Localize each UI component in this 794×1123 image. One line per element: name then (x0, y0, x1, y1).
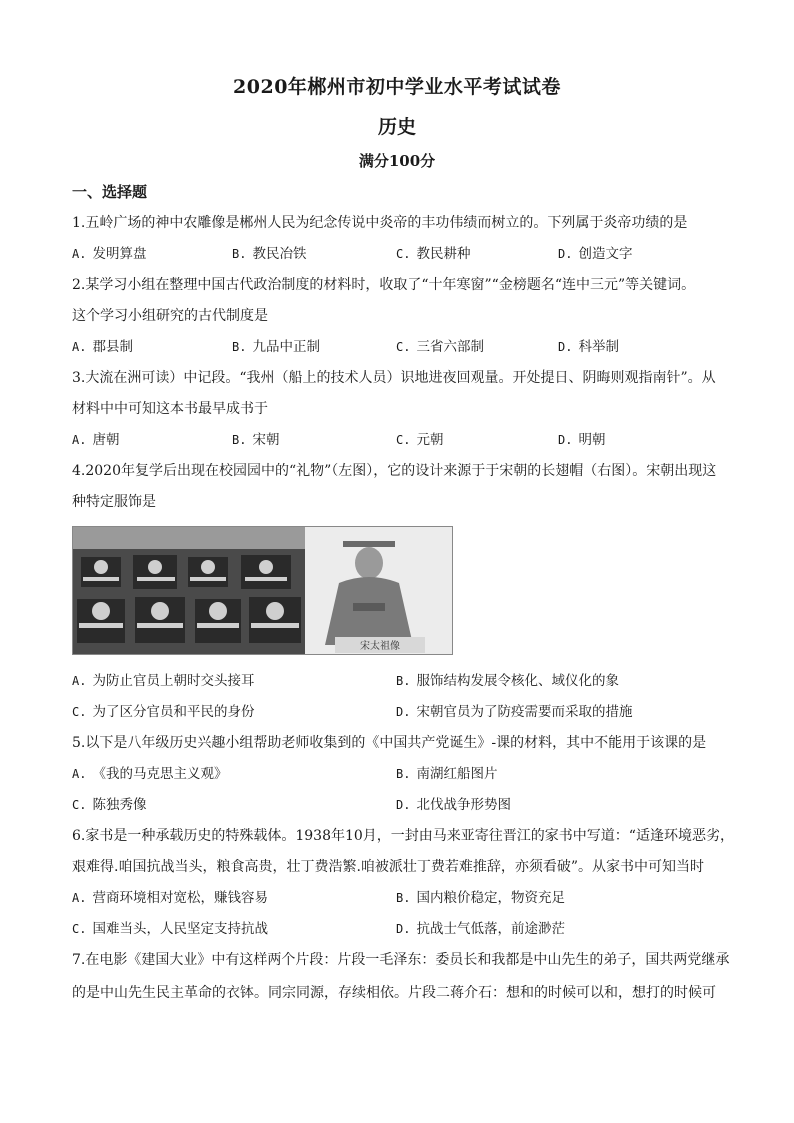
question-6-option-b: B. 国内粮价稳定，物资充足 (396, 890, 565, 906)
section-heading: 一、选择题 (72, 183, 148, 201)
question-5-option-a: A. 《我的马克思主义观》 (72, 766, 228, 782)
question-3-text-cont: 材料中中可知这本书最早成书于 (72, 401, 268, 417)
question-4-option-d: D. 宋朝官员为了防疫需要而采取的措施 (396, 704, 633, 720)
question-5-option-c: C. 陈独秀像 (72, 797, 147, 813)
question-4-option-c: C. 为了区分官员和平民的身份 (72, 704, 255, 720)
exam-title: 2020年郴州市初中学业水平考试试卷 (233, 76, 561, 98)
question-2-option-b: B. 九品中正制 (232, 339, 320, 355)
question-7-text: 7.在电影《建国大业》中有这样两个片段：片段一毛泽东：委员长和我都是中山先生的弟子，国共两党继承 (72, 952, 730, 968)
question-4-photo-pair (73, 527, 452, 654)
question-6-option-d: D. 抗战士气低落，前途渺茫 (396, 921, 565, 937)
question-2-text-cont: 这个学习小组研究的古代制度是 (72, 308, 268, 324)
question-5-text: 5.以下是八年级历史兴趣小组帮助老师收集到的《中国共产党诞生》-课的材料，其中不能用于该课的是 (72, 735, 707, 751)
question-5-option-d: D. 北伐战争形势图 (396, 797, 511, 813)
question-4-option-a: A. 为防止官员上朝时交头接耳 (72, 673, 255, 689)
question-2-option-a: A. 郡县制 (72, 339, 133, 355)
question-5-option-b: B. 南湖红船图片 (396, 766, 498, 782)
full-score-label: 满分100分 (358, 152, 436, 170)
question-6-option-c: C. 国难当头，人民坚定支持抗战 (72, 921, 268, 937)
question-1-option-b: B. 教民冶铁 (232, 246, 307, 262)
question-3-option-d: D. 明朝 (558, 432, 606, 448)
question-2-option-d: D. 科举制 (558, 339, 619, 355)
question-6-text: 6.家书是一种承载历史的特殊载体。1938年10月，一封由马来亚寄往晋江的家书中写道：“适逢环境恶劣， (72, 828, 734, 844)
question-4-option-b: B. 服饰结构发展令核化、域仪化的象 (396, 673, 619, 689)
question-2-text: 2.某学习小组在整理中国古代政治制度的材料时，收取了“十年寒窗”“金榜题名“连中三元”等关键词。 (72, 277, 696, 293)
question-3-option-a: A. 唐朝 (72, 432, 120, 448)
question-6-option-a: A. 营商环境相对宽松，赚钱容易 (72, 890, 268, 906)
question-4-text-cont: 种特定服饰是 (72, 494, 156, 510)
question-3-text: 3.大流在洲可读）中记段。“我州（船上的技术人员）识地进夜回观量。开处提日、阴晦则观指南针”。从 (72, 370, 716, 386)
question-6-text-cont: 艰难得.咱国抗战当头，粮食高贵，壮丁费浩繁.咱被派壮丁费若难推辞，亦须看破”。从家书中可知当时 (72, 859, 705, 875)
subject-heading: 历史 (377, 116, 416, 138)
question-1-option-a: A. 发明算盘 (72, 246, 147, 262)
portrait-caption: 宋太祖像 (360, 641, 400, 652)
question-1-option-d: D. 创造文字 (558, 246, 633, 262)
question-2-option-c: C. 三省六部制 (396, 339, 484, 355)
question-7-text-cont: 的是中山先生民主革命的衣钵。同宗同源，存续相依。片段二蒋介石：想和的时候可以和，想打的时候可 (72, 985, 716, 1001)
question-4-text: 4.2020年复学后出现在校园园中的“礼物”（左图），它的设计来源于于宋朝的长翅帽（右图）。宋朝出现这 (72, 463, 717, 479)
question-4-figure (72, 526, 453, 655)
question-3-option-c: C. 元朝 (396, 432, 444, 448)
question-3-option-b: B. 宋朝 (232, 432, 280, 448)
question-1-option-c: C. 教民耕种 (396, 246, 471, 262)
question-1-text: 1.五岭广场的神中农雕像是郴州人民为纪念传说中炎帝的丰功伟绩而树立的。下列属于炎帝功绩的是 (72, 215, 688, 231)
